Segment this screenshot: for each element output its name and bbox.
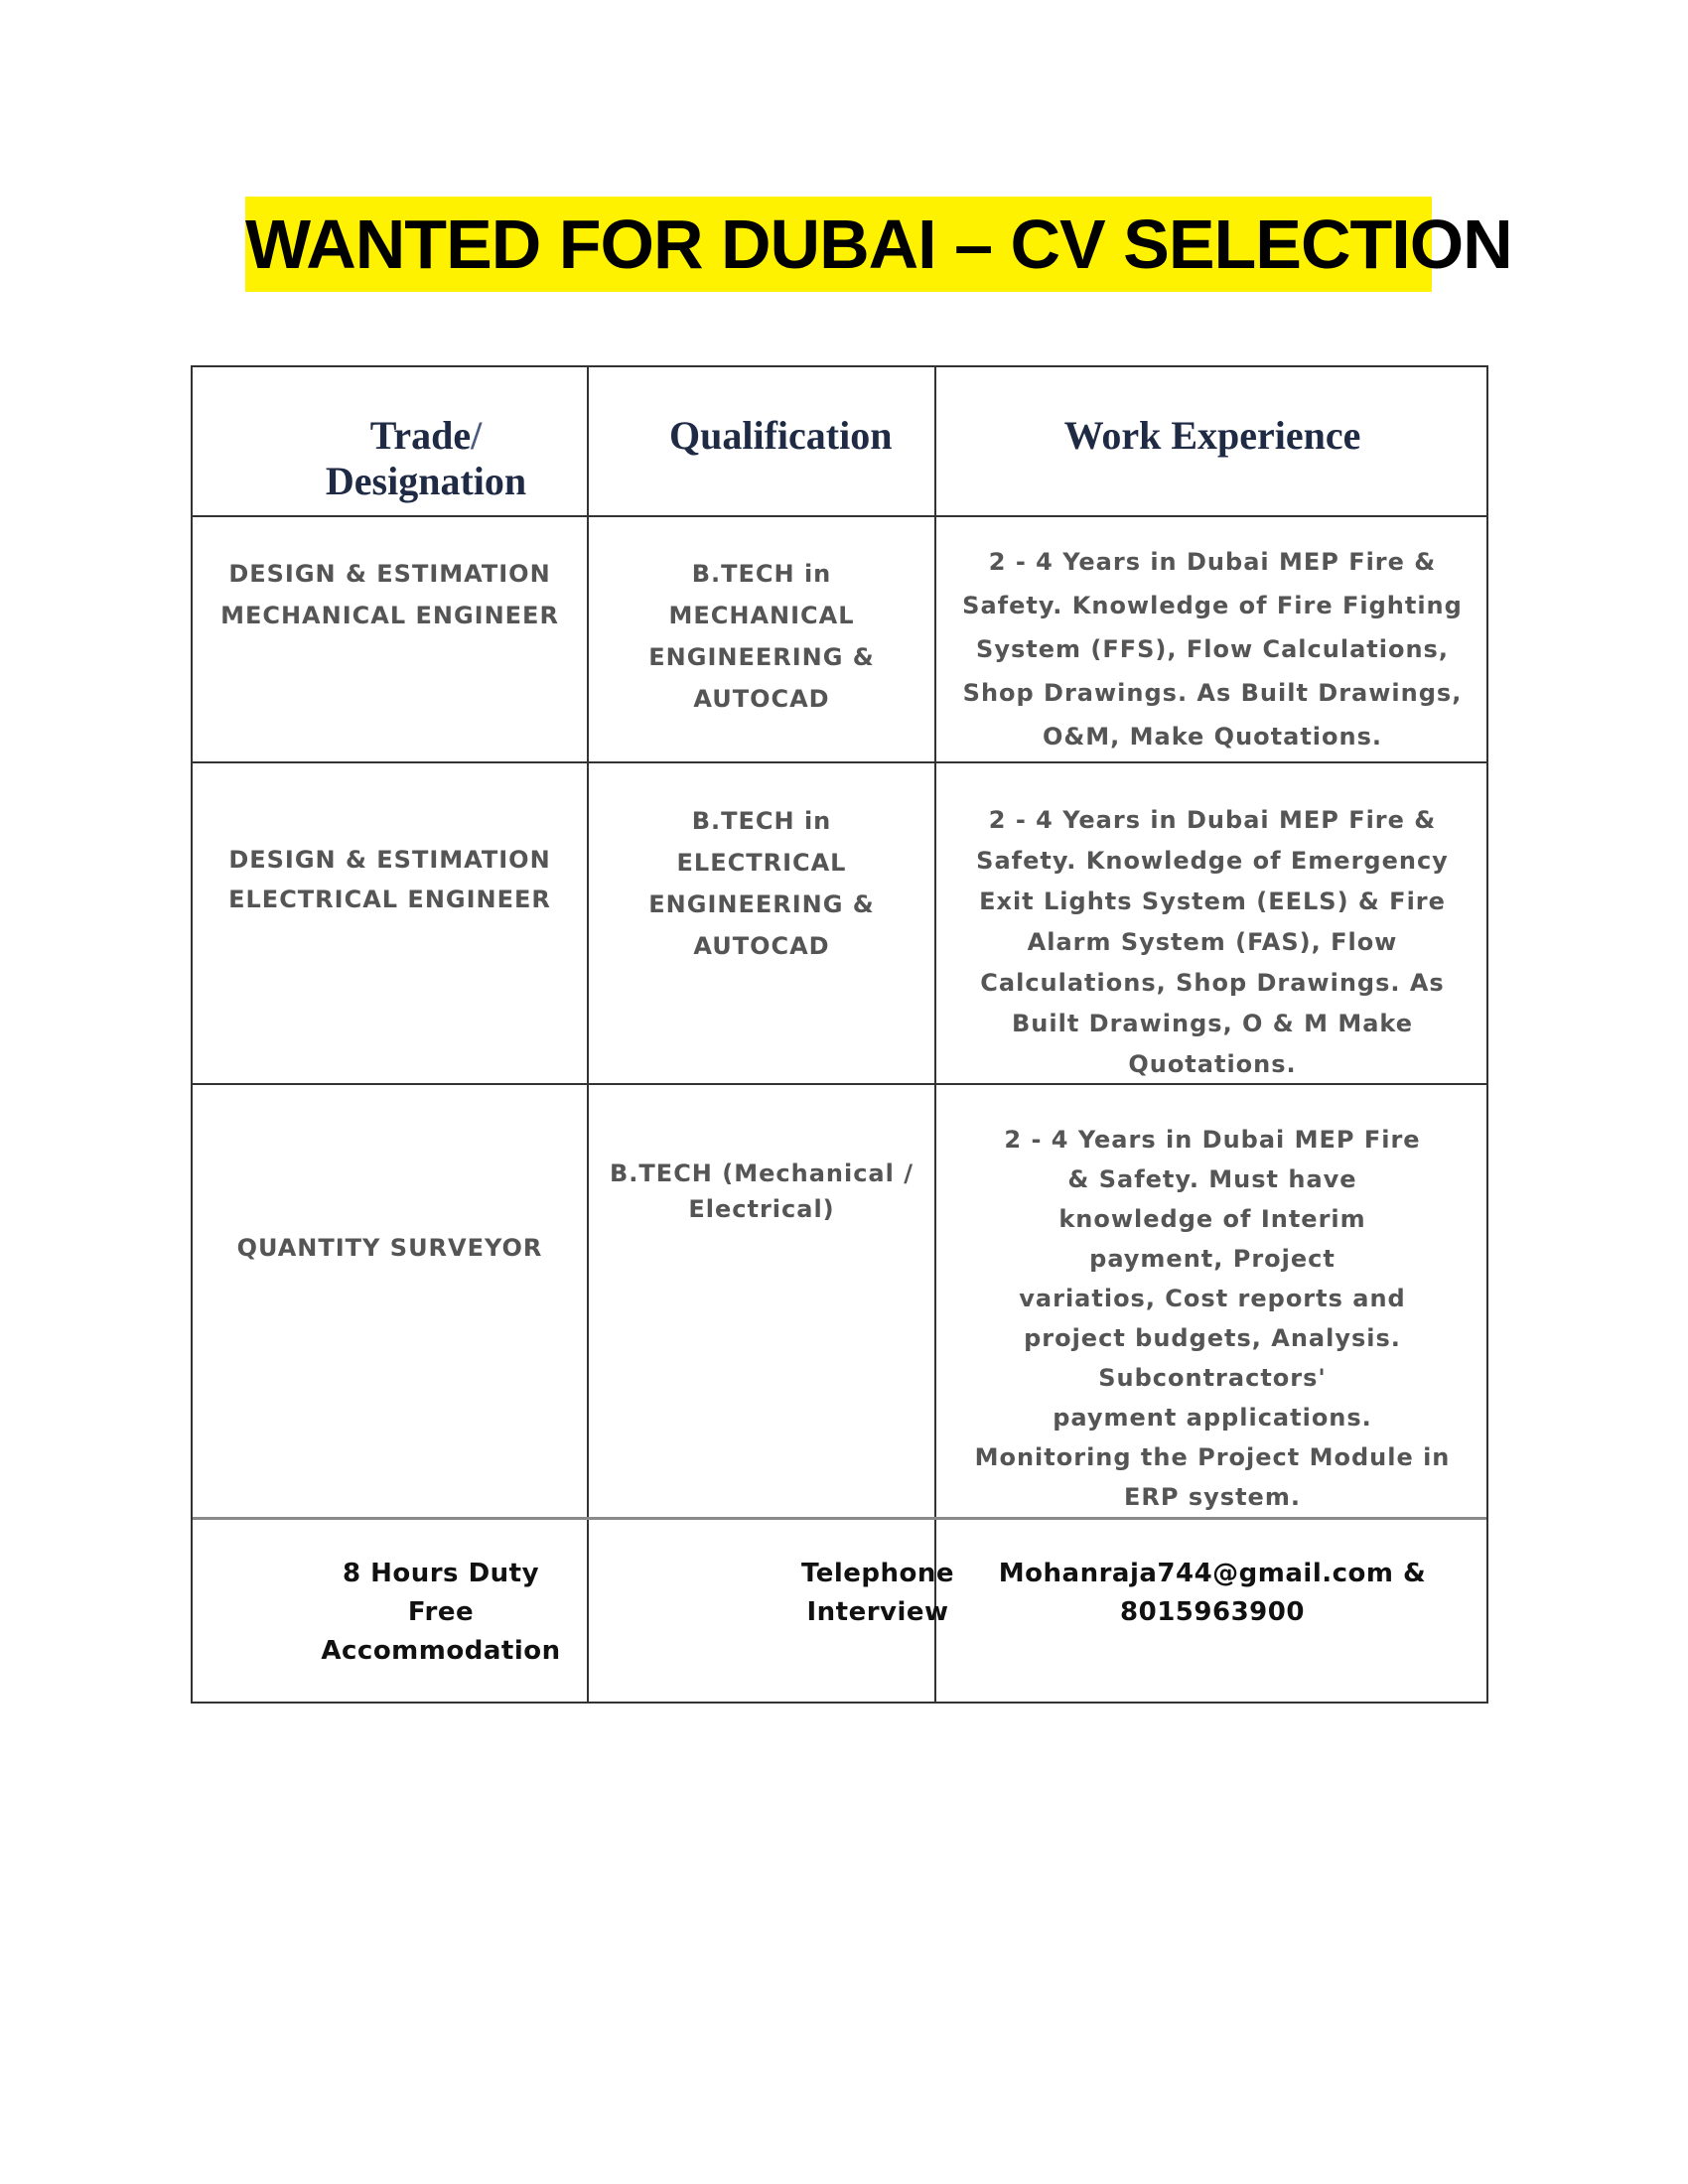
qualification-line: B.TECH in bbox=[691, 807, 832, 835]
qualification-line: AUTOCAD bbox=[693, 685, 830, 713]
interview-line: Interview bbox=[806, 1597, 949, 1627]
experience-cell bbox=[936, 1120, 1488, 1517]
experience-line: Calculations, Shop Drawings. As bbox=[980, 969, 1445, 997]
experience-line: Quotations. bbox=[1128, 1050, 1297, 1078]
designation-line: QUANTITY SURVEYOR bbox=[236, 1234, 543, 1262]
designation-line: MECHANICAL ENGINEER bbox=[220, 602, 559, 629]
qualification-line: Electrical) bbox=[688, 1195, 835, 1223]
experience-cell bbox=[936, 540, 1488, 758]
header-experience-label: Work Experience bbox=[1063, 413, 1361, 458]
benefit-line: 8 Hours Duty bbox=[342, 1559, 540, 1588]
experience-line: Subcontractors' bbox=[1098, 1364, 1327, 1392]
benefit-line: Accommodation bbox=[321, 1636, 561, 1666]
qualification-cell bbox=[589, 553, 934, 720]
designation-line: ELECTRICAL ENGINEER bbox=[228, 886, 551, 913]
qualification-line: ENGINEERING & bbox=[648, 890, 875, 918]
interview-line: Telephone bbox=[800, 1559, 955, 1588]
experience-line: Safety. Knowledge of Emergency bbox=[976, 847, 1449, 875]
experience-line: O&M, Make Quotations. bbox=[1042, 723, 1383, 751]
experience-line: variatios, Cost reports and bbox=[1019, 1285, 1406, 1312]
experience-line: Alarm System (FAS), Flow bbox=[1027, 928, 1398, 956]
designation-line: DESIGN & ESTIMATION bbox=[228, 560, 551, 588]
header-qualification-label: Qualification bbox=[669, 413, 893, 458]
header-work-experience bbox=[936, 413, 1488, 459]
experience-line: Exit Lights System (EELS) & Fire bbox=[979, 887, 1446, 915]
experience-line: payment applications. bbox=[1053, 1404, 1372, 1432]
experience-line: project budgets, Analysis. bbox=[1024, 1324, 1401, 1352]
header-designation-label: Designation bbox=[325, 459, 527, 503]
qualification-line: B.TECH (Mechanical / bbox=[610, 1160, 914, 1187]
experience-line: System (FFS), Flow Calculations, bbox=[976, 635, 1449, 663]
experience-line: 2 - 4 Years in Dubai MEP Fire & bbox=[988, 548, 1437, 576]
experience-cell bbox=[936, 800, 1488, 1085]
row-divider bbox=[193, 1517, 1486, 1520]
row-divider bbox=[193, 515, 1486, 517]
qualification-cell bbox=[589, 800, 934, 967]
qualification-line: ELECTRICAL bbox=[676, 849, 847, 877]
qualification-line: AUTOCAD bbox=[693, 932, 830, 960]
qualification-line: B.TECH in bbox=[691, 560, 832, 588]
designation-cell bbox=[193, 840, 587, 919]
designation-line: DESIGN & ESTIMATION bbox=[228, 846, 551, 874]
experience-line: Monitoring the Project Module in bbox=[974, 1443, 1451, 1471]
experience-line: Built Drawings, O & M Make bbox=[1012, 1010, 1413, 1037]
qualification-line: ENGINEERING & bbox=[648, 643, 875, 671]
experience-line: ERP system. bbox=[1124, 1483, 1301, 1511]
header-slash: / bbox=[471, 413, 483, 458]
experience-line: Shop Drawings. As Built Drawings, bbox=[962, 679, 1463, 707]
page-title: WANTED FOR DUBAI – CV SELECTION bbox=[245, 197, 1432, 292]
contact-cell bbox=[936, 1555, 1488, 1632]
experience-line: payment, Project bbox=[1089, 1245, 1336, 1273]
row-divider bbox=[193, 761, 1486, 763]
contact-phone: 8015963900 bbox=[1120, 1597, 1305, 1627]
experience-line: 2 - 4 Years in Dubai MEP Fire bbox=[1004, 1126, 1421, 1154]
designation-cell bbox=[193, 553, 587, 636]
qualification-line: MECHANICAL bbox=[668, 602, 855, 629]
header-trade-label: Trade bbox=[369, 413, 472, 458]
experience-line: & Safety. Must have bbox=[1067, 1165, 1357, 1193]
job-table bbox=[191, 365, 1488, 1704]
contact-email: Mohanraja744@gmail.com & bbox=[998, 1559, 1427, 1588]
designation-cell bbox=[193, 1228, 587, 1268]
benefit-line: Free bbox=[407, 1597, 475, 1627]
experience-line: 2 - 4 Years in Dubai MEP Fire & bbox=[988, 806, 1437, 834]
experience-line: Safety. Knowledge of Fire Fighting bbox=[962, 592, 1463, 619]
header-qualification bbox=[669, 413, 937, 459]
experience-line: knowledge of Interim bbox=[1058, 1205, 1366, 1233]
benefits-cell bbox=[292, 1555, 590, 1671]
qualification-cell bbox=[589, 1156, 934, 1227]
header-trade-designation bbox=[302, 413, 550, 504]
